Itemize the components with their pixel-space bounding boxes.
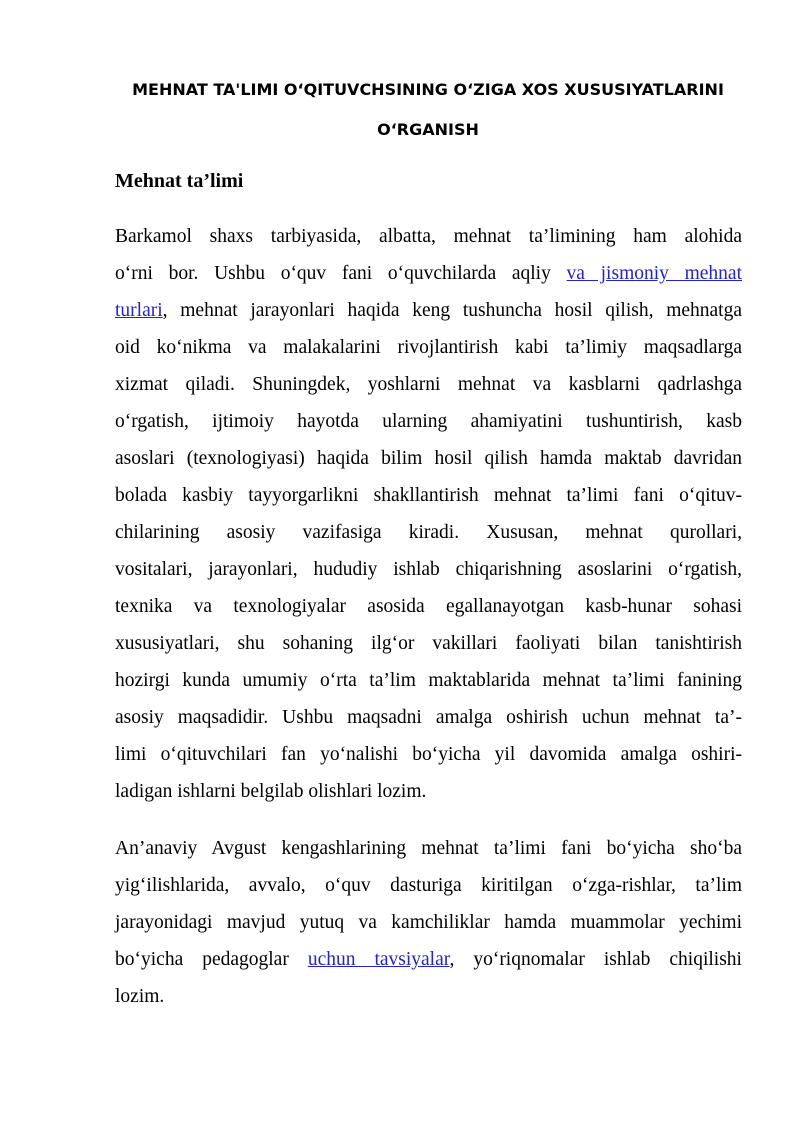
link-uchun-tavsiyalar[interactable]: uchun tavsiyalar [307,949,450,970]
paragraph-line [115,830,742,867]
paragraph-line [115,773,742,810]
paragraph-line [115,403,742,440]
paragraph-line [115,514,742,551]
paragraph-2 [115,830,742,1015]
text-run: limi o‘qituvchilari fan yo‘nalishi bo‘yicha yil davomida amalga oshiri- [115,744,742,765]
paragraph-line [115,867,742,904]
paragraph-line [115,329,742,366]
text-run: o‘rgatish, ijtimoiy hayotda ularning ahamiyatini tushuntirish, kasb [115,411,742,432]
text-run: , yo‘riqnomalar ishlab chiqilishi [449,949,742,970]
text-run: hozirgi kunda umumiy o‘rta ta’lim maktablarida mehnat ta’limi fanining [115,670,742,691]
text-run: oid ko‘nikma va malakalarini rivojlantirish kabi ta’limiy maqsadlarga [115,337,742,358]
text-run: jarayonidagi mavjud yutuq va kamchiliklar hamda muammolar yechimi [115,912,742,933]
text-run: bolada kasbiy tayyorgarlikni shakllantirish mehnat ta’limi fani o‘qituv- [115,485,742,506]
text-run: yig‘ilishlarida, avvalo, o‘quv dasturiga kiritilgan o‘zga-rishlar, ta’lim [115,875,742,896]
text-run: , mehnat jarayonlari haqida keng tushuncha hosil qilish, mehnatga [162,300,742,321]
paragraph-line [115,588,742,625]
link-turlari[interactable]: turlari [115,300,163,321]
text-run: o‘rni bor. Ushbu o‘quv fani o‘quvchilarda aqliy [115,263,567,284]
paragraph-line [115,218,742,255]
text-run: chilarining asosiy vazifasiga kiradi. Xususan, mehnat qurollari, [115,522,742,543]
text-run: asoslari (texnologiyasi) haqida bilim hosil qilish hamda maktab davridan [115,448,742,469]
paragraph-line [115,255,742,292]
text-run: lozim. [115,986,165,1007]
paragraph-line [115,477,742,514]
document-title-line-1: MEHNAT TA'LIMI O‘QITUVCHSINING O‘ZIGA XOS XUSUSIYATLARINI [132,80,724,99]
text-run: xususiyatlari, shu sohaning ilg‘or vakillari faoliyati bilan tanishtirish [115,633,742,654]
document-title-line-2: O‘RGANISH [377,120,479,139]
paragraph-line [115,366,742,403]
text-run: vositalari, jarayonlari, hududiy ishlab chiqarishning asoslarini o‘rgatish, [115,559,742,580]
link-jismoniy-mehnat[interactable]: va jismoniy mehnat [566,263,742,284]
text-run: An’anaviy Avgust kengashlarining mehnat ta’limi fani bo‘yicha sho‘ba [115,838,742,859]
paragraph-1 [115,218,742,810]
section-heading: Mehnat ta’limi [115,170,244,192]
paragraph-line [115,551,742,588]
paragraph-line [115,440,742,477]
paragraph-line [115,941,742,978]
text-run: asosiy maqsadidir. Ushbu maqsadni amalga oshirish uchun mehnat ta’- [115,707,742,728]
paragraph-line [115,699,742,736]
text-run: xizmat qiladi. Shuningdek, yoshlarni mehnat va kasblarni qadrlashga [115,374,742,395]
text-run: Barkamol shaxs tarbiyasida, albatta, mehnat ta’limining ham alohida [115,226,742,247]
text-run: ladigan ishlarni belgilab olishlari lozim. [115,781,427,802]
text-run: texnika va texnologiyalar asosida egallanayotgan kasb-hunar sohasi [115,596,742,617]
text-run: bo‘yicha pedagoglar [115,949,308,970]
paragraph-line [115,625,742,662]
paragraph-line [115,736,742,773]
paragraph-line [115,978,742,1015]
paragraph-line [115,662,742,699]
paragraph-line [115,292,742,329]
paragraph-line [115,904,742,941]
